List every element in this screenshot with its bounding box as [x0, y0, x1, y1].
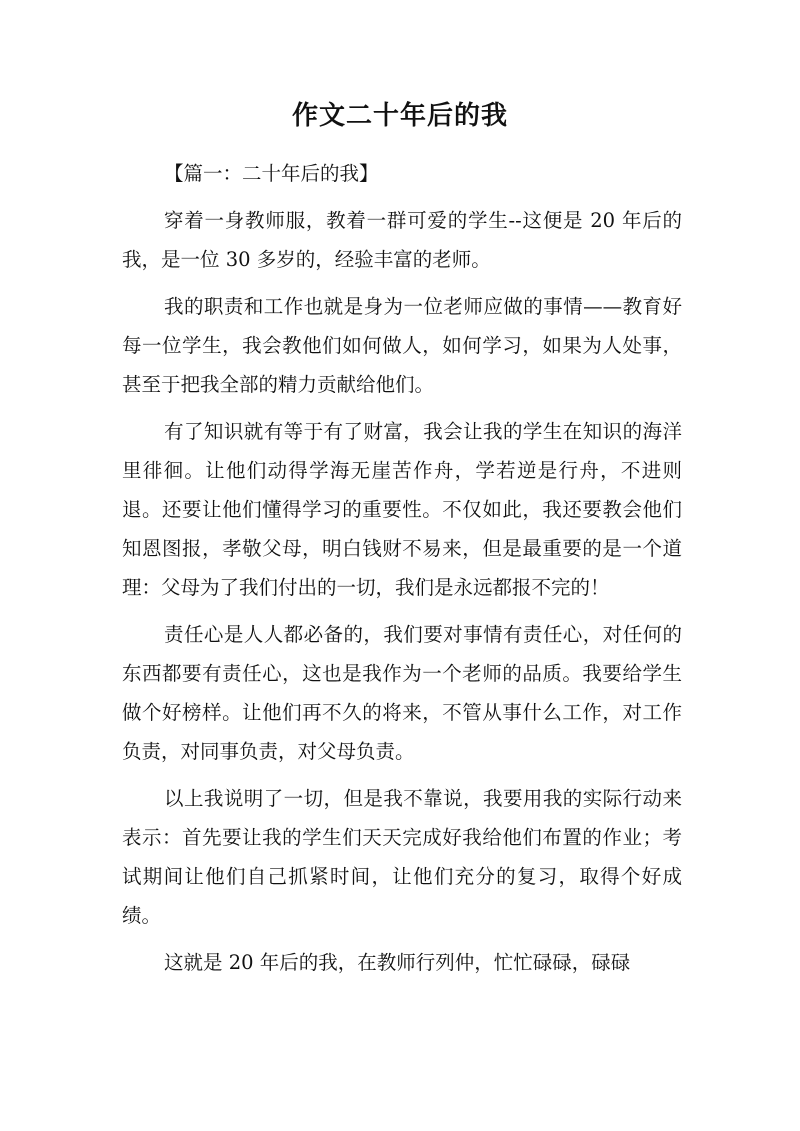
paragraph: 有了知识就有等于有了财富，我会让我的学生在知识的海洋里徘徊。让他们动得学海无崖苦作舟，学若逆是行舟，不进则退。还要让他们懂得学习的重要性。不仅如此，我还要教会他们知恩图报，孝敬父母，明白钱财不易来，但是最重要的是一个道理：父母为了我们付出的一切，我们是永远都报不完的！: [122, 420, 682, 599]
paragraph: 穿着一身教师服，教着一群可爱的学生--这便是 20 年后的我，是一位 30 多岁的，经验丰富的老师。: [122, 209, 682, 271]
document-title: 作文二十年后的我: [291, 101, 508, 131]
paragraph: 以上我说明了一切，但是我不靠说，我要用我的实际行动来表示：首先要让我的学生们天天完成好我给他们布置的作业；考试期间让他们自己抓紧时间，让他们充分的复习，取得个好成绩。: [122, 787, 682, 927]
section-heading: 【篇一：二十年后的我】: [164, 162, 379, 185]
paragraph: 责任心是人人都必备的，我们要对事情有责任心，对任何的东西都要有责任心，这也是我作为一个老师的品质。我要给学生做个好榜样。让他们再不久的将来，不管从事什么工作，对工作负责，对同事负责，对父母负责。: [122, 623, 682, 763]
paragraph: 这就是 20 年后的我，在教师行列仲，忙忙碌碌，碌碌: [164, 951, 631, 974]
document-body: [122, 154, 682, 990]
paragraph: 我的职责和工作也就是身为一位老师应做的事情——教育好每一位学生，我会教他们如何做人，如何学习，如果为人处事，甚至于把我全部的精力贡献给他们。: [122, 295, 682, 396]
